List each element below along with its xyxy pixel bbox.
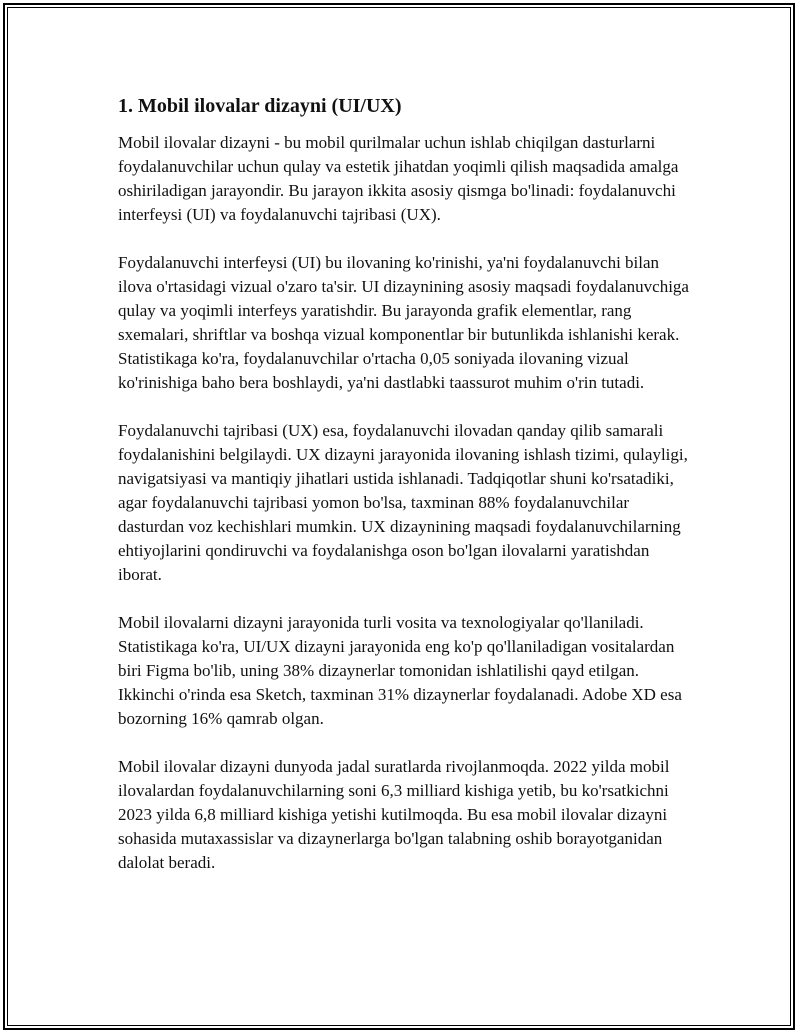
paragraph-tools: Mobil ilovalarni dizayni jarayonida turli vosita va texnologiyalar qo'llaniladi. Statistikaga ko'ra, UI/UX dizayni jarayonida eng ko'p qo'llaniladigan vositalardan biri Figma bo'lib, uning 38% dizaynerlar tomonidan ishlatilishi qayd etilgan. Ikkinchi o'rinda esa Sketch, taxminan 31% dizaynerlar foydalanadi. Adobe XD esa bozorning 16% qamrab olgan. bbox=[118, 613, 682, 728]
paragraph-ux: Foydalanuvchi tajribasi (UX) esa, foydalanuvchi ilovadan qanday qilib samarali foydalanishini belgilaydi. UX dizayni jarayonida ilovaning ishlash tizimi, qulayligi, navigatsiyasi va mantiqiy jihatlari ustida ishlanadi. Tadqiqotlar shuni ko'rsatadiki, agar foydalanuvchi tajribasi yomon bo'lsa, taxminan 88% foydalanuvchilar dasturdan voz kechishlari mumkin. UX dizaynining maqsadi foydalanuvchilarning ehtiyojlarini qondiruvchi va foydalanishga oson bo'lgan ilovalarni yaratishdan iborat. bbox=[118, 421, 688, 584]
section-heading: 1. Mobil ilovalar dizayni (UI/UX) bbox=[118, 95, 402, 117]
paragraph-market: Mobil ilovalar dizayni dunyoda jadal suratlarda rivojlanmoqda. 2022 yilda mobil ilovalardan foydalanuvchilarning soni 6,3 milliard kishiga yetib, bu ko'rsatkichni 2023 yilda 6,8 milliard kishiga yetishi kutilmoqda. Bu esa mobil ilovalar dizayni sohasida mutaxassislar va dizaynerlarga bo'lgan talabning oshib borayotganidan dalolat beradi. bbox=[118, 757, 670, 872]
paragraph-intro: Mobil ilovalar dizayni - bu mobil qurilmalar uchun ishlab chiqilgan dasturlarni foydalanuvchilar uchun qulay va estetik jihatdan yoqimli qilish maqsadida amalga oshiriladigan jarayondir. Bu jarayon ikkita asosiy qismga bo'linadi: foydalanuvchi interfeysi (UI) va foydalanuvchi tajribasi (UX). bbox=[118, 133, 679, 224]
document-body bbox=[118, 92, 690, 899]
paragraph-ui: Foydalanuvchi interfeysi (UI) bu ilovaning ko'rinishi, ya'ni foydalanuvchi bilan ilova o'rtasidagi vizual o'zaro ta'sir. UI dizaynining asosiy maqsadi foydalanuvchiga qulay va yoqimli interfeys yaratishdir. Bu jarayonda grafik elementlar, rang sxemalari, shriftlar va boshqa vizual komponentlar bir butunlikda ishlanishi kerak. Statistikaga ko'ra, foydalanuvchilar o'rtacha 0,05 soniyada ilovaning vizual ko'rinishiga baho bera boshlaydi, ya'ni dastlabki taassurot muhim o'rin tutadi. bbox=[118, 253, 689, 392]
